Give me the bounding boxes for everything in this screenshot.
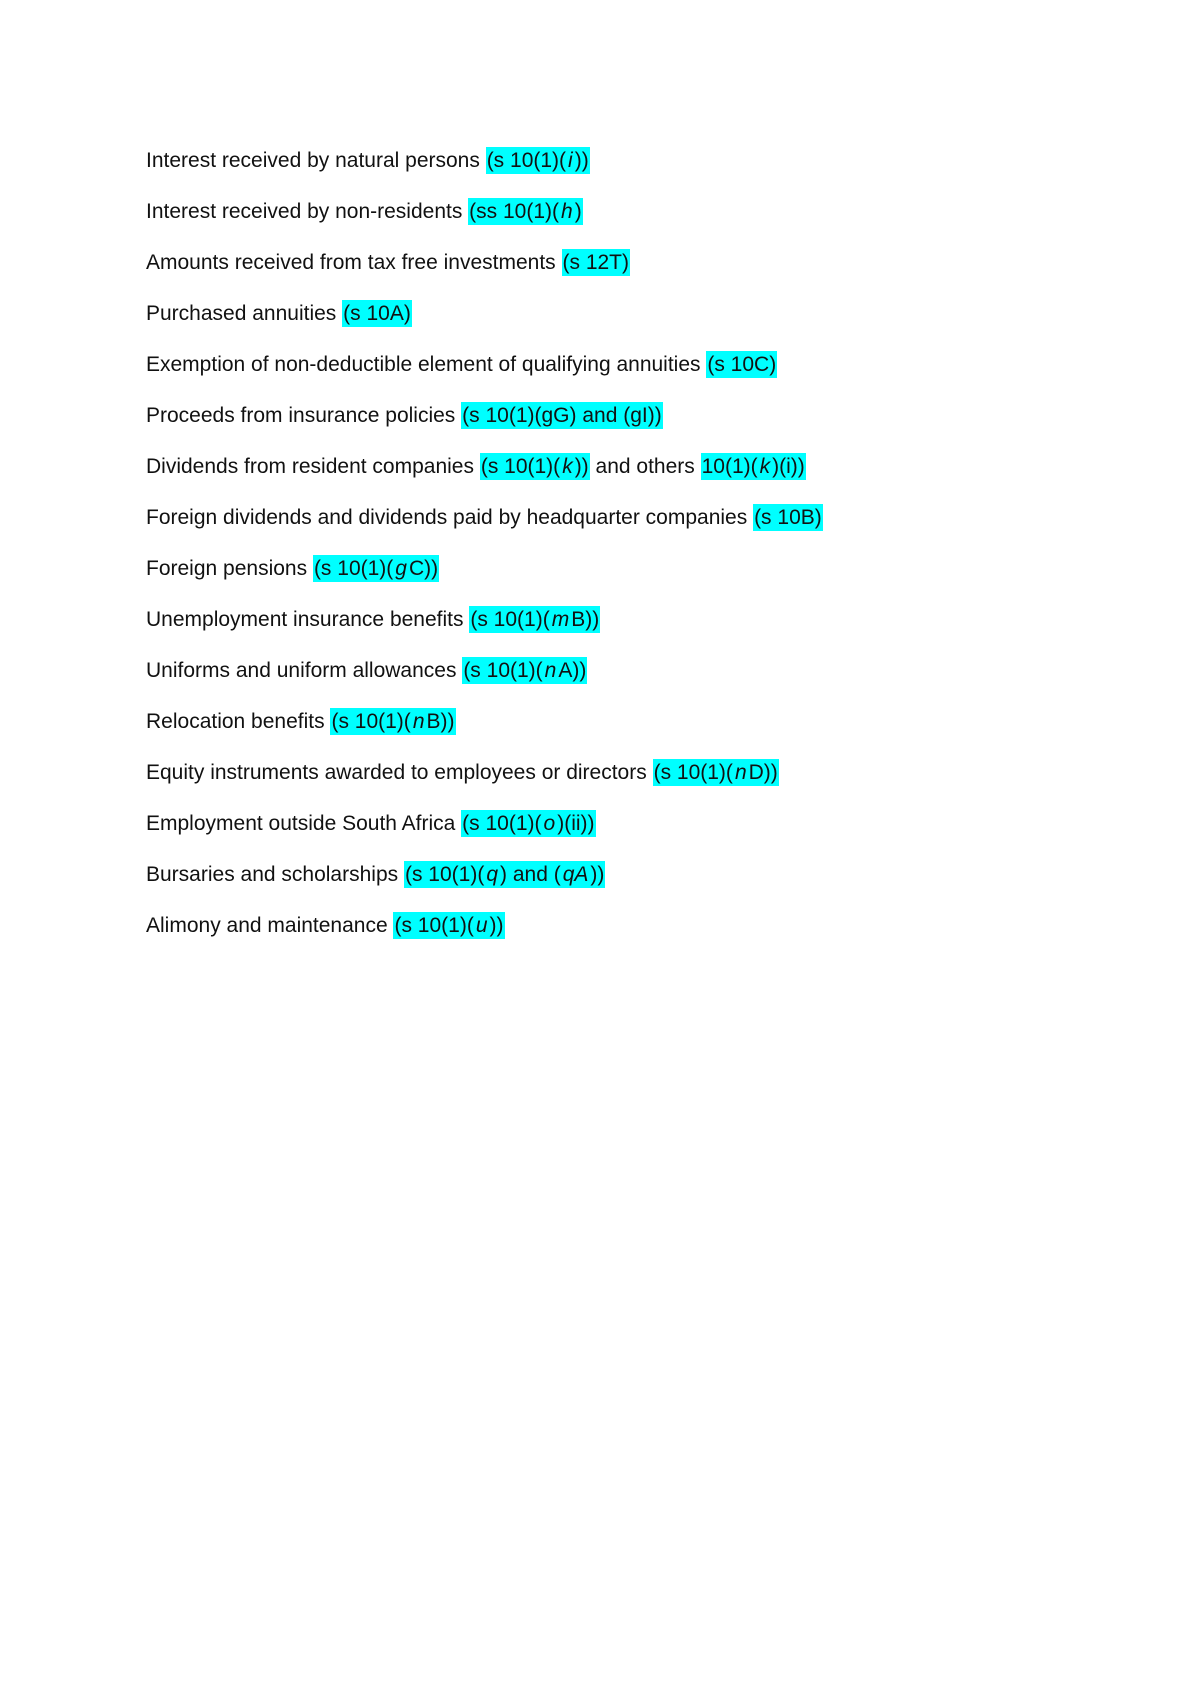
section-reference-highlight: C)) — [408, 557, 439, 580]
section-reference-highlight: ) and ( — [500, 863, 561, 886]
exemption-item — [146, 908, 823, 959]
exemption-text: Unemployment insurance benefits — [146, 608, 470, 631]
exemption-item — [146, 296, 823, 347]
exemption-item — [146, 449, 823, 500]
section-reference-highlight: g — [395, 557, 407, 580]
exemption-text: Interest received by non-residents — [146, 200, 469, 223]
exemption-text: Dividends from resident companies — [146, 455, 480, 478]
section-reference-highlight: )) — [574, 149, 589, 172]
section-reference-highlight: )) — [574, 455, 589, 478]
section-reference-highlight: (s 10(1)( — [462, 812, 542, 835]
exemption-item — [146, 500, 823, 551]
section-reference-highlight: (s 10(1)( — [486, 149, 567, 172]
exemption-text: Exemption of non-deductible element of qualifying annuities — [146, 353, 707, 376]
section-reference-highlight: ) — [574, 200, 582, 223]
section-reference-highlight: (s 10A) — [343, 302, 411, 325]
section-reference-highlight: u — [475, 914, 488, 937]
section-reference-highlight: A)) — [558, 659, 587, 682]
exemption-text: Relocation benefits — [146, 710, 331, 733]
section-reference-highlight: (s 12T) — [562, 251, 630, 274]
section-reference-highlight: n — [412, 710, 425, 733]
section-reference-highlight: m — [551, 608, 570, 631]
section-reference-highlight: i — [568, 149, 573, 172]
exemption-text: Foreign dividends and dividends paid by headquarter companies — [146, 506, 754, 529]
exemption-text: Amounts received from tax free investments — [146, 251, 562, 274]
exemption-item — [146, 398, 823, 449]
section-reference-highlight: (s 10(1)( — [404, 863, 485, 886]
exemption-item — [146, 653, 823, 704]
section-reference-highlight: n — [734, 761, 747, 784]
exemption-text: Equity instruments awarded to employees or directors — [146, 761, 653, 784]
section-reference-highlight: )(i)) — [772, 455, 805, 478]
section-reference-highlight: D)) — [748, 761, 778, 784]
section-reference-highlight: B)) — [426, 710, 455, 733]
exemption-text: Employment outside South Africa — [146, 812, 462, 835]
section-reference-highlight: (s 10(1)(gG) and (gI)) — [462, 404, 662, 427]
exemption-item — [146, 857, 823, 908]
exemption-item — [146, 143, 823, 194]
section-reference-highlight: n — [544, 659, 557, 682]
section-reference-highlight: (s 10(1)( — [394, 914, 474, 937]
section-reference-highlight: o — [543, 812, 556, 835]
exemption-item — [146, 551, 823, 602]
exemption-item — [146, 755, 823, 806]
section-reference-highlight: h — [561, 200, 573, 223]
exemption-item — [146, 602, 823, 653]
exemption-item — [146, 245, 823, 296]
section-reference-highlight: q — [486, 863, 499, 886]
exemption-list — [146, 143, 823, 959]
exemption-text: Purchased annuities — [146, 302, 343, 325]
section-reference-highlight: B)) — [571, 608, 600, 631]
exemption-text: Foreign pensions — [146, 557, 313, 580]
exemption-text: Bursaries and scholarships — [146, 863, 404, 886]
section-reference-highlight: (s 10(1)( — [653, 761, 733, 784]
exemption-item — [146, 806, 823, 857]
section-reference-highlight: )(ii)) — [557, 812, 595, 835]
exemption-item — [146, 347, 823, 398]
section-reference-highlight: k — [759, 455, 771, 478]
section-reference-highlight: k — [562, 455, 573, 478]
section-reference-highlight: qA — [562, 863, 589, 886]
section-reference-highlight: (s 10(1)( — [313, 557, 394, 580]
exemption-text: Proceeds from insurance policies — [146, 404, 462, 427]
exemption-item — [146, 194, 823, 245]
section-reference-highlight: 10(1)( — [701, 455, 758, 478]
section-reference-highlight: (s 10C) — [707, 353, 777, 376]
section-reference-highlight: )) — [590, 863, 605, 886]
section-reference-highlight: (s 10(1)( — [480, 455, 561, 478]
exemption-text: and others — [589, 455, 701, 478]
section-reference-highlight: (s 10B) — [754, 506, 822, 529]
section-reference-highlight: )) — [489, 914, 504, 937]
exemption-text: Interest received by natural persons — [146, 149, 486, 172]
exemption-item — [146, 704, 823, 755]
section-reference-highlight: (s 10(1)( — [463, 659, 543, 682]
exemption-text: Uniforms and uniform allowances — [146, 659, 463, 682]
section-reference-highlight: (ss 10(1)( — [469, 200, 560, 223]
section-reference-highlight: (s 10(1)( — [470, 608, 550, 631]
section-reference-highlight: (s 10(1)( — [331, 710, 411, 733]
exemption-text: Alimony and maintenance — [146, 914, 394, 937]
